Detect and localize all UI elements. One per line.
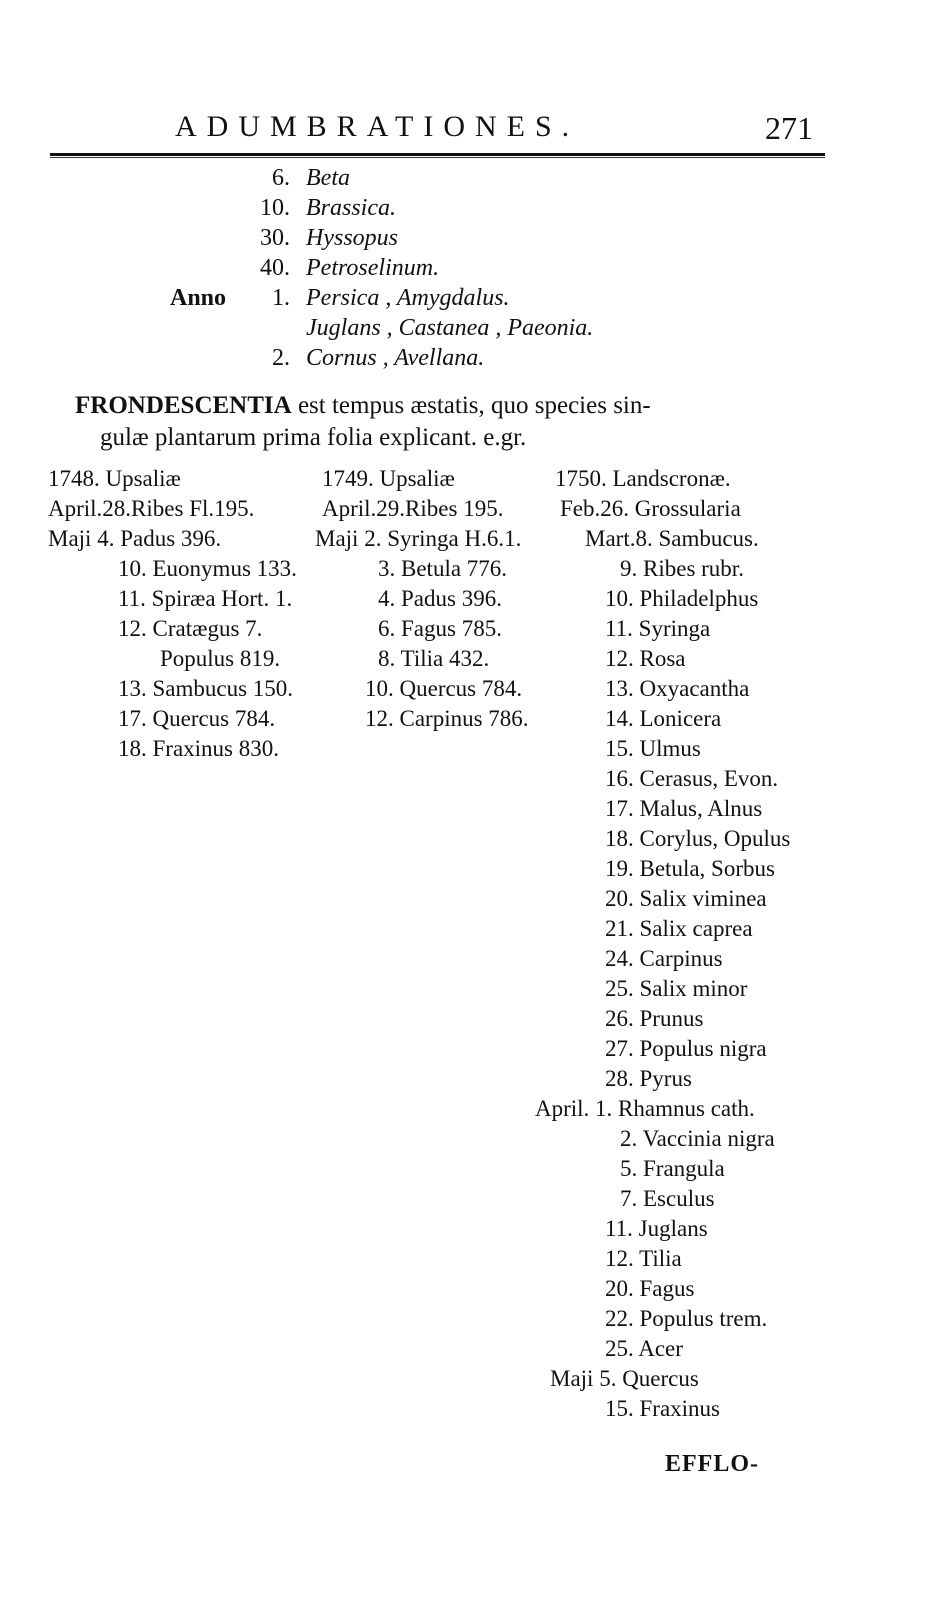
column-entry: 10. Philadelphus	[605, 586, 759, 611]
column-entry: 6. Fagus 785.	[378, 616, 502, 641]
column-entry: 15. Fraxinus	[605, 1396, 720, 1421]
column-entry: 11. Juglans	[605, 1216, 708, 1241]
column-entry: 3. Betula 776.	[378, 556, 508, 581]
column-start: Feb.26. Grossularia	[560, 496, 741, 521]
column-entry: 17. Quercus 784.	[118, 706, 276, 731]
column-entry: 21. Salix caprea	[605, 916, 753, 941]
column-entry: 12. Carpinus 786.	[365, 706, 529, 731]
column-entry: April. 1. Rhamnus cath.	[535, 1096, 755, 1121]
column-entry: 22. Populus trem.	[605, 1306, 768, 1331]
column-entry: 15. Ulmus	[605, 736, 701, 761]
column-start: April.29.Ribes 195.	[322, 496, 504, 521]
column-entry: 2. Vaccinia nigra	[620, 1126, 775, 1151]
column-entry: 5. Frangula	[620, 1156, 725, 1181]
header-rule	[50, 153, 825, 156]
column-entry: 20. Salix viminea	[605, 886, 767, 911]
column-entry: 8. Tilia 432.	[378, 646, 490, 671]
list-item: 30. Hyssopus	[260, 225, 399, 251]
column-entry: Maji 2. Syringa H.6.1.	[315, 526, 522, 551]
running-head: ADUMBRATIONES.	[175, 110, 580, 143]
column-entry: 25. Salix minor	[605, 976, 748, 1001]
column-entry: Mart.8. Sambucus.	[585, 526, 759, 551]
column-entry: 12. Rosa	[605, 646, 686, 671]
column-entry: 9. Ribes rubr.	[620, 556, 744, 581]
paragraph-lead: FRONDESCENTIA	[75, 392, 292, 419]
column-year: 1748. Upsaliæ	[48, 466, 181, 491]
column-entry: 13. Sambucus 150.	[118, 676, 294, 701]
column-entry: 12. Cratægus 7.	[118, 616, 263, 641]
catchword: EFFLO-	[665, 1451, 759, 1477]
column-entry: 18. Fraxinus 830.	[118, 736, 279, 761]
column-entry: 17. Malus, Alnus	[605, 796, 763, 821]
column-entry: 26. Prunus	[605, 1006, 704, 1031]
column-entry: 4. Padus 396.	[378, 586, 502, 611]
list-item: 2. Cornus , Avellana.	[272, 345, 485, 371]
list-item: 40. Petroselinum.	[260, 255, 440, 281]
paragraph-line: FRONDESCENTIA est tempus æstatis, quo species sin-	[75, 392, 651, 419]
column-entry: 13. Oxyacantha	[605, 676, 750, 701]
column-entry: 19. Betula, Sorbus	[605, 856, 775, 881]
column-entry: Maji 4. Padus 396.	[48, 526, 222, 551]
column-entry: 7. Esculus	[620, 1186, 715, 1211]
column-entry: Populus 819.	[160, 646, 281, 671]
header-rule-thin	[50, 157, 825, 158]
column-entry: 27. Populus nigra	[605, 1036, 767, 1061]
column-entry: 18. Corylus, Opulus	[605, 826, 791, 851]
column-entry: 14. Lonicera	[605, 706, 722, 731]
page-number: 271	[765, 110, 813, 146]
column-year: 1750. Landscronæ.	[555, 466, 731, 491]
column-entry: 11. Spiræa Hort. 1.	[118, 586, 293, 611]
column-entry: 20. Fagus	[605, 1276, 695, 1301]
list-item: 6. Beta	[272, 165, 350, 191]
column-entry: 25. Acer	[605, 1336, 683, 1361]
column-entry: Maji 5. Quercus	[550, 1366, 699, 1391]
list-item: Anno 1. Persica , Amygdalus.	[170, 285, 510, 311]
column-year: 1749. Upsaliæ	[322, 466, 455, 491]
column-entry: 28. Pyrus	[605, 1066, 692, 1091]
column-entry: 11. Syringa	[605, 616, 711, 641]
column-entry: 10. Euonymus 133.	[118, 556, 297, 581]
column-start: April.28.Ribes Fl.195.	[48, 496, 255, 521]
column-entry: 12. Tilia	[605, 1246, 682, 1271]
column-entry: 10. Quercus 784.	[365, 676, 523, 701]
list-item: Juglans , Castanea , Paeonia.	[306, 315, 594, 341]
list-item: 10. Brassica.	[260, 195, 396, 221]
column-entry: 24. Carpinus	[605, 946, 723, 971]
column-entry: 16. Cerasus, Evon.	[605, 766, 779, 791]
paragraph-line: gulæ plantarum prima folia explicant. e.gr.	[100, 424, 527, 451]
